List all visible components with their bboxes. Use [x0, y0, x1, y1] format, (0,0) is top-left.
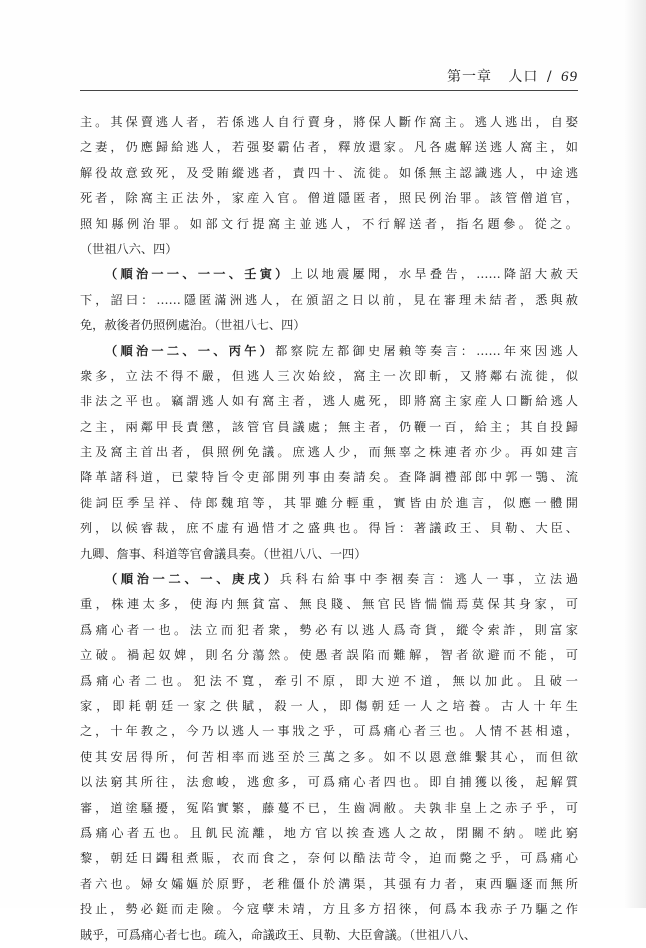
text-line	[80, 592, 578, 617]
text-run: 使其安居得所，何苦相率而逃至於三萬之多。如不以恩意維繫其心，而但欲	[80, 749, 578, 764]
text-line	[80, 796, 578, 821]
text-run: 責四十、流徙。如係無主認識逃人，中途逃	[292, 165, 578, 180]
text-line	[80, 567, 578, 592]
text-run: 非法之平也。竊謂逃人如有窩主者，逃人處死，即將窩主家産人口斷給逃人	[80, 394, 578, 409]
text-line	[80, 110, 578, 135]
text-run: 之主，兩鄰甲長責懲，該管官員議處；無主者，仍鞭一百，給主；其自投歸	[80, 419, 578, 434]
text-run: 解役故意致死，及受賄縱逃者，	[80, 165, 293, 180]
text-line	[80, 770, 578, 795]
text-run: 爲痛心者二也。犯法不寬，牽引不原，即大逆不道，無以加此。且破一	[80, 673, 578, 688]
text-line	[80, 313, 578, 338]
text-run: 九卿、詹事、科道等官會議具奏。（世祖八八、一四）	[80, 546, 367, 561]
text-run: 照知縣例治罪。如部文行提窩主並逃人，不行解送者，指名題參。從之。	[80, 216, 578, 231]
page-edge-shadow	[624, 0, 646, 908]
text-run: 衆多，立法不得不嚴，但逃人三次始絞，窩主一次即斬，又將鄰右流徙，似	[80, 368, 578, 383]
date-heading: （順治一一、一一、壬寅）	[105, 267, 291, 282]
text-run: 以法窮其所往，法愈峻，逃愈多，可爲痛心者四也。即自捕獲以後，起解質	[80, 775, 578, 790]
text-run: 免，赦後者仍照例處治。（世祖八七、四）	[80, 318, 306, 333]
text-run: 爲痛心者一也。法立而犯者衆，勢必有以逃人爲奇貨，縱令索詐，則富家	[80, 622, 578, 637]
text-line	[80, 694, 578, 719]
text-line	[80, 364, 578, 389]
text-line	[80, 923, 578, 948]
text-line	[80, 212, 578, 237]
text-line	[80, 288, 578, 313]
text-line	[80, 389, 578, 414]
text-line	[80, 745, 578, 770]
text-run: 黎，朝廷日蠲租煮賑，衣而食之，奈何以酷法苛令，迫而斃之乎，可爲痛心	[80, 851, 578, 866]
text-line	[80, 719, 578, 744]
text-run: 賊乎，可爲痛心者七也。疏入，命議政王、貝勒、大臣會議。（世祖八八、	[80, 927, 477, 942]
text-run: 兵科右給事中李裀奏言：逃人一事，立法過	[279, 572, 578, 587]
text-run: 之，十年教之，今乃以逃人一事戕之乎，可爲痛心者三也。人情不甚相遠，	[80, 724, 578, 739]
text-run: 家，即耗朝廷一家之供賦，殺一人，即傷朝廷一人之培養。古人十年生	[80, 698, 578, 713]
text-run: 立破。禍起奴婢，則名分蕩然。使愚者誤陷而難解，智者欲避而不能，可	[80, 648, 578, 663]
text-line	[80, 161, 578, 186]
text-run: 下，詔曰：……隱匿滿洲逃人，在頒詔之日以前，見在審理未結者，悉與赦	[80, 292, 578, 307]
text-run: 降革諸科道，已蒙特旨令吏部開列事由奏請矣。查降調禮部郎中郭一鶚、流	[80, 470, 578, 485]
text-line	[80, 465, 578, 490]
text-run: 重，株連太多，使海内無貧富、無良賤、無官民皆惴惴焉莫保其身家，可	[80, 597, 578, 612]
text-run: 審，道塗騷擾，冤陷實繁，藤蔓不已，生齒凋敝。夫孰非皇上之赤子乎，可	[80, 800, 578, 815]
text-line	[80, 618, 578, 643]
text-line	[80, 262, 578, 287]
text-line	[80, 821, 578, 846]
text-line	[80, 542, 578, 567]
text-run: 投止，勢必鋌而走險。今寇孽未靖，方且多方招徠，何爲本我赤子乃驅之作	[80, 902, 578, 917]
text-run: （世祖八六、四）	[80, 241, 178, 256]
text-line	[80, 339, 578, 364]
body-text	[80, 110, 578, 948]
text-run: 徙詞臣季呈祥、侍郎魏琯等，其罪雖分輕重，實皆由於進言，似應一體開	[80, 495, 578, 510]
text-line	[80, 491, 578, 516]
text-line	[80, 669, 578, 694]
paragraph-p1	[80, 110, 578, 262]
text-line	[80, 440, 578, 465]
date-heading: （順治一二、一、庚戌）	[105, 572, 280, 587]
text-line	[80, 897, 578, 922]
text-run: 爲痛心者五也。且飢民流離，地方官以挨查逃人之故，閉關不納。嗟此窮	[80, 825, 578, 840]
text-run: 列，以候睿裁，庶不虚有過惜才之盛典也。得旨：著議政王、貝勒、大臣、	[80, 521, 578, 536]
text-line	[80, 135, 578, 160]
text-run: 都察院左都御史屠賴等奏言：……年來因逃人	[275, 343, 578, 358]
text-run: 主及窩主首出者，俱照例免議。庶逃人少，而無辜之株連者亦少。再如建言	[80, 445, 578, 460]
section-title: 人口	[508, 69, 539, 85]
chapter-label: 第一章	[447, 69, 493, 85]
text-run: 上以地震屢聞，水旱叠告，……降詔大赦天	[290, 267, 578, 282]
text-run: 者六也。婦女孀嫗於原野，老稚僵仆於溝渠，其强有力者，東西驅逐而無所	[80, 876, 578, 891]
text-line	[80, 516, 578, 541]
page-number: 69	[561, 69, 578, 85]
text-line	[80, 846, 578, 871]
text-line	[80, 186, 578, 211]
text-line	[80, 643, 578, 668]
header-rule	[80, 90, 578, 91]
running-header	[447, 66, 578, 86]
paragraph-p4	[80, 567, 578, 948]
header-separator: /	[546, 69, 553, 85]
text-line	[80, 872, 578, 897]
text-run: 死者，除窩主正法外，家産入官。僧道隱匿者，照民例治罪。該管僧道官，	[80, 191, 578, 206]
text-run: 之妻，仍應歸給逃人，若强娶霸佔者，釋放還家。凡各處解送逃人窩主，如	[80, 140, 578, 155]
text-line	[80, 237, 578, 262]
paragraph-p2	[80, 262, 578, 338]
text-run: 主。其保賣逃人者，若係逃人自行賣身，將保人斷作窩主。逃人逃出，自娶	[80, 115, 578, 129]
date-heading: （順治一二、一、丙午）	[105, 343, 276, 358]
paragraph-p3	[80, 339, 578, 568]
text-line	[80, 415, 578, 440]
